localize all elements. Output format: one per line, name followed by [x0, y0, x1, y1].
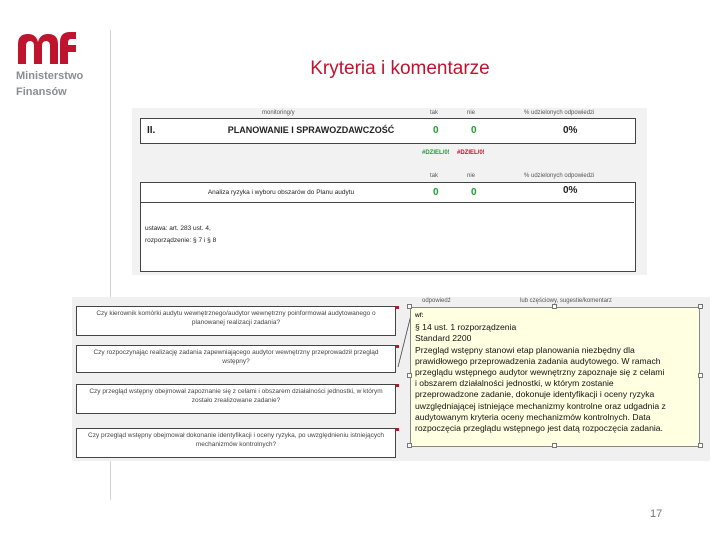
comment-line: § 14 ust. 1 rozporządzenia: [415, 322, 517, 333]
comment-indicator[interactable]: [396, 384, 399, 387]
legal-basis-line-1: ustawa: art. 283 ust. 4,: [145, 225, 211, 232]
section-row-planning: [140, 118, 636, 144]
page-number: 17: [650, 508, 663, 520]
caption-left: monitoring/y: [262, 110, 295, 116]
resize-handle[interactable]: [698, 373, 703, 378]
comment-popup[interactable]: [410, 307, 700, 447]
ministry-logo: [16, 30, 106, 98]
resize-handle[interactable]: [407, 443, 412, 448]
caption-pct-2: % udzielonych odpowiedzi: [524, 173, 595, 179]
comment-line: Standard 2200: [415, 333, 472, 344]
row-nie-value: 0: [471, 125, 477, 136]
logo-line-2: Finansów: [16, 86, 67, 98]
question-cell[interactable]: Czy przegląd wstępny obejmował dokonanie identyfikacji i oceny ryzyka, po uwzględnieniu istniejących mechanizmów kontrolnych?: [76, 428, 396, 458]
criteria-tak-value: 0: [433, 187, 439, 198]
legal-basis-line-2: rozporządzenie: § 7 i § 8: [145, 237, 217, 244]
spreadsheet-screenshot-questions: [72, 297, 710, 461]
mf-logo-icon: [16, 30, 78, 66]
criteria-nie-value: 0: [471, 187, 477, 198]
spreadsheet-screenshot-planning: [132, 108, 647, 275]
caption-tak: tak: [430, 110, 439, 116]
resize-handle[interactable]: [552, 304, 557, 309]
comment-line: audytowanym kryteria oceny mechanizmów kontrolnych. Data: [415, 411, 651, 422]
header-comment: lub częściowy, sugestie/komentarz: [520, 298, 612, 304]
slide-title: Kryteria i komentarze: [310, 58, 490, 79]
comment-line: i obszarem działalności jednostki, w którym zostanie: [415, 378, 614, 389]
caption-nie: nie: [467, 110, 476, 116]
caption-tak-2: tak: [430, 173, 439, 179]
comment-indicator[interactable]: [396, 428, 399, 431]
resize-handle[interactable]: [698, 443, 703, 448]
row-pct-value: 0%: [563, 125, 578, 136]
comment-line: prawidłowego przeprowadzenia zadania audytowego. W ramach: [415, 355, 661, 366]
resize-handle[interactable]: [407, 304, 412, 309]
question-cell[interactable]: Czy rozpoczynając realizację zadania zapewniającego audytor wewnętrzny przeprowadził przegląd wstępny?: [76, 345, 396, 373]
comment-line: uwzględniającej istniejące mechanizmy kontrolne oraz udgadnia z: [415, 400, 666, 411]
logo-line-1: Ministerstwo: [16, 70, 84, 82]
question-cell[interactable]: Czy przegląd wstępny obejmował zapoznanie się z celami i obszarem działalności jednostki, w którym zostało zrealizowane zadanie?: [76, 384, 396, 414]
comment-line: przeprowadzone zadanie, dokonuje identyfikacji i oceny ryzyka: [415, 389, 655, 400]
comment-line: przeglądu wstępnego audytor wewnętrzny zapoznaje się z celami: [415, 367, 665, 378]
comment-line: Przegląd wstępny stanowi etap planowania niezbędny dla: [415, 344, 635, 355]
comment-line: rozpoczęcia przeglądu wstępnego jest datą rozpoczęcia zadania.: [415, 423, 663, 434]
header-answer: odpowiedź: [422, 298, 451, 304]
row-roman: II.: [147, 125, 156, 136]
criteria-title: Analiza ryzyka i wyboru obszarów do Planu audytu: [207, 189, 355, 196]
comment-author: wf:: [415, 313, 424, 319]
row-tak-value: 0: [433, 125, 439, 136]
criteria-pct-value: 0%: [563, 185, 578, 196]
resize-handle[interactable]: [698, 304, 703, 309]
criteria-row-risk-analysis: [140, 182, 636, 272]
resize-handle[interactable]: [552, 443, 557, 448]
resize-handle[interactable]: [407, 373, 412, 378]
error-value-green: #DZIEL/0!: [422, 150, 450, 156]
row-title: PLANOWANIE I SPRAWOZDAWCZOŚĆ: [227, 125, 395, 135]
caption-pct: % udzielonych odpowiedzi: [524, 110, 595, 116]
question-cell[interactable]: Czy kierownik komórki audytu wewnętrznego/audytor wewnętrzny poinformował audytowanego o planowanej realizacji zadania?: [76, 306, 396, 336]
error-value-red: #DZIEL/0!: [457, 150, 485, 156]
caption-nie-2: nie: [467, 173, 476, 179]
